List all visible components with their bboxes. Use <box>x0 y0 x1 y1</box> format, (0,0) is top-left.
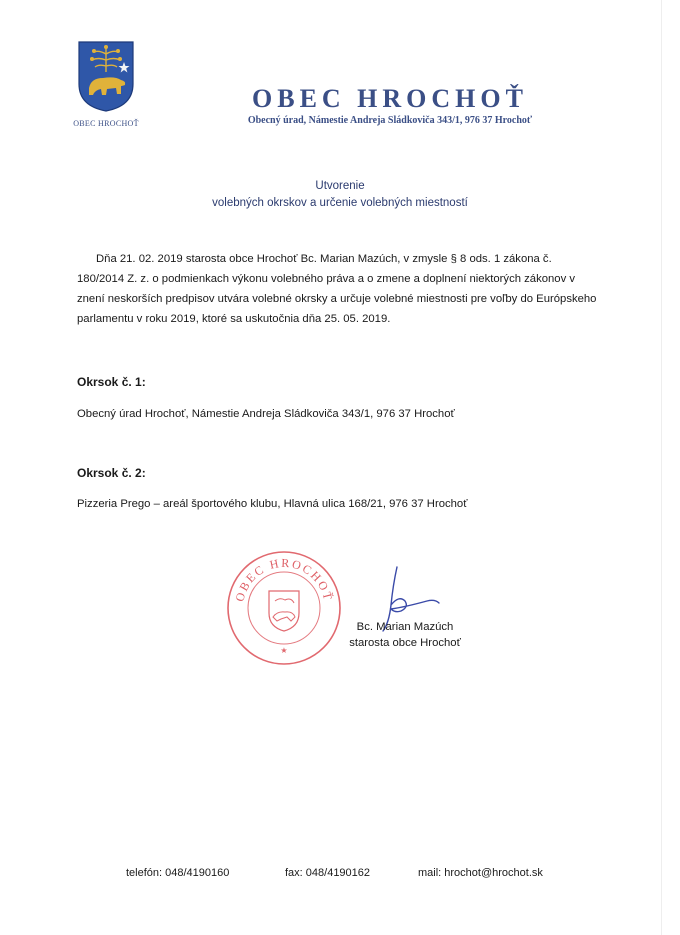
footer-fax: fax: 048/4190162 <box>285 867 371 879</box>
svg-text:OBEC HROCHOŤ <box>232 556 335 603</box>
district-2-heading: Okrsok č. 2: <box>77 466 146 480</box>
document-title-line-1: Utvorenie <box>315 180 365 192</box>
coat-of-arms-logo <box>77 40 135 112</box>
svg-text:★: ★ <box>280 646 288 655</box>
document-title-line-2: volebných okrskov a určenie volebných miestností <box>212 197 468 209</box>
crest-caption: OBEC HROCHOŤ <box>73 119 139 128</box>
scan-edge <box>661 0 662 935</box>
document-title <box>150 178 530 212</box>
footer-email: mail: hrochot@hrochot.sk <box>418 867 543 879</box>
official-stamp <box>225 549 343 667</box>
signer-block <box>330 619 480 651</box>
organization-title: OBEC HROCHOŤ <box>252 84 528 113</box>
district-2-location: Pizzeria Prego – areál športového klubu, Hlavná ulica 168/21, 976 37 Hrochoť <box>77 498 468 510</box>
stamp-text: OBEC HROCHOŤ <box>232 555 336 604</box>
district-1-heading: Okrsok č. 1: <box>77 375 146 389</box>
document-body: Dňa 21. 02. 2019 starosta obce Hrochoť Bc. Marian Mazúch, v zmysle § 8 ods. 1 zákona č. 180/2014 Z. z. o podmienkach výkonu volebného práva a o zmene a doplnení niektorých zákonov v znení neskorších predpisov utvára volebné okrsky a určuje volebné miestnosti pre voľby do Európskeho parlamentu v roku 2019, ktoré sa uskutočnia dňa 25. 05. 2019. <box>77 253 597 325</box>
district-1-location: Obecný úrad Hrochoť, Námestie Andreja Sládkoviča 343/1, 976 37 Hrochoť <box>77 408 455 420</box>
organization-address: Obecný úrad, Námestie Andreja Sládkoviča 343/1, 976 37 Hrochoť <box>247 115 533 126</box>
footer-phone: telefón: 048/4190160 <box>126 867 230 879</box>
signer-role: starosta obce Hrochoť <box>349 637 461 649</box>
signer-name: Bc. Marian Mazúch <box>356 621 454 633</box>
